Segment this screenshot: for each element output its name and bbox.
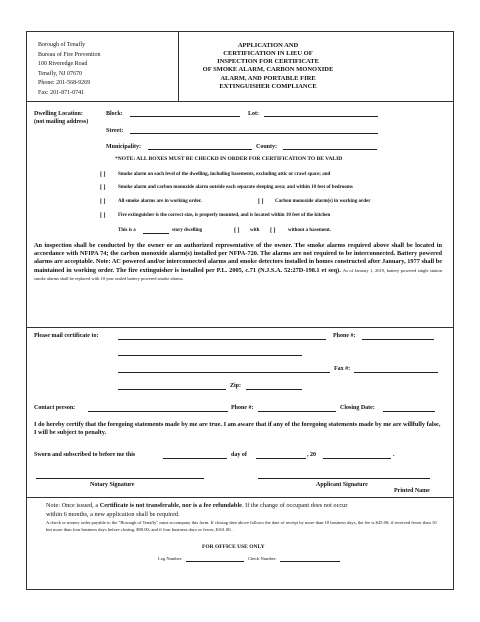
non-transferable-note — [46, 502, 444, 510]
inspection-battery-note: As of January 1, 2019, battery powered single station smoke alarms shall be replaced with 10 year sealed battery powered smoke alarms. — [34, 267, 443, 281]
closing-date-field[interactable] — [383, 411, 435, 412]
checkbox-fire-extinguisher[interactable]: [ ] — [100, 213, 106, 219]
certification-statement: I do hereby certify that the foregoing statements made by me are true. I am aware that if any of the foregoing statements made by me are willfully false, I will be subject to penalty. — [34, 421, 441, 437]
mail-address-line-2[interactable] — [118, 372, 302, 373]
checkbox-co-working[interactable]: [ ] — [258, 199, 264, 205]
sworn-statement-prefix: Sworn and subscribed to before me this — [34, 452, 136, 458]
contact-phone-label: Phone #: — [231, 405, 254, 411]
check-item-smoke-working: All smoke alarms are in working order. — [118, 199, 202, 204]
sworn-day-of-label: day of — [231, 452, 247, 458]
check-item-smoke-each-level: Smoke alarm on each level of the dwelling, including basements, excluding attic or crawl space; and — [118, 172, 331, 177]
lot-label: Lot: — [248, 111, 259, 117]
story-count-field[interactable] — [143, 233, 169, 234]
checkbox-smoke-each-level[interactable]: [ ] — [100, 172, 106, 178]
fax-field[interactable] — [354, 372, 438, 373]
fax-label: Fax #: — [334, 366, 351, 372]
mail-name-field[interactable] — [118, 339, 326, 340]
notary-signature-line[interactable] — [36, 478, 204, 479]
printed-name-label: Printed Name — [394, 488, 430, 494]
footer-divider — [26, 497, 454, 498]
mail-certificate-label: Please mail certificate to: — [34, 333, 99, 339]
not-mailing-address-note: (not mailing address) — [34, 119, 89, 125]
street-field[interactable] — [130, 133, 378, 134]
municipality-label: Municipality: — [106, 144, 142, 150]
municipality-field[interactable] — [148, 149, 252, 150]
contact-person-label: Contact person: — [34, 405, 76, 411]
title-line-5: ALARM, AND PORTABLE FIRE — [220, 74, 316, 82]
inspection-text: An inspection shall be conducted by the owner or an authorized representative of the owner. The smoke alarms required above shall be located in accordance with NFIPA 74; the carbon monoxide alarm(s) installed per NFPA-720. The alarms are not required to be interconnected. Battery powered alarms are acceptable. Note: AC powered and/or interconnected alarms and smoke detectors installed in homes constructed after January, 1977 shall be maintained in working order. The fire extinguisher is installed per P.L. 2005, c.71 (N.J.S.A. 52:27D-198.1 et seq). — [34, 242, 442, 274]
form-title — [180, 42, 356, 91]
checkbox-without-basement[interactable]: [ ] — [270, 228, 276, 234]
checkbox-smoke-co-sleeping[interactable]: [ ] — [100, 185, 106, 191]
mail-section-divider — [26, 327, 454, 328]
dwelling-location-label: Dwelling Location: — [34, 111, 83, 117]
block-field[interactable] — [130, 116, 240, 117]
sworn-month-field[interactable] — [256, 458, 306, 459]
applicant-signature-label: Applicant Signature — [316, 482, 368, 488]
log-number-field[interactable] — [186, 561, 244, 562]
block-label: Block: — [106, 111, 123, 117]
agency-fax: Fax: 201-871-0741 — [38, 90, 85, 96]
check-item-fire-extinguisher: Fire extinguisher is the correct size, is properly mounted, and is located within 10 feet of the kitchen — [118, 213, 331, 218]
closing-date-label: Closing Date: — [340, 405, 375, 411]
story-dwelling-prefix: This is a — [118, 228, 136, 233]
title-line-6: EXTINGUISHER COMPLIANCE — [219, 82, 317, 90]
note-text-a: Note: Once issued, a — [46, 502, 100, 509]
fee-schedule: A check or money order payable to the "Borough of Tenafly" must accompany this form. If closing date above follows the date of receipt by more than 10 business days, the fee is $45.00; if received fewer than 10 but more than four business days before closing, $90.00; and if four business days or fewer, $161.00. . — [46, 520, 437, 532]
street-label: Street: — [106, 128, 124, 134]
new-application-note: within 6 months, a new application shall be required. — [46, 511, 180, 518]
agency-line-2: Bureau of Fire Prevention — [38, 52, 101, 58]
mail-phone-field[interactable] — [362, 339, 434, 340]
header-vertical-divider — [178, 31, 179, 101]
zip-label: Zip: — [230, 383, 242, 389]
inspection-requirements — [34, 242, 442, 283]
with-basement-label: with — [250, 228, 260, 233]
check-item-smoke-co-sleeping: Smoke alarm and carbon monoxide alarm outside each separate sleeping area; and within 10 feet of bedrooms — [118, 185, 353, 190]
all-boxes-note: *NOTE: ALL BOXES MUST BE CHECKD IN ORDER FOR CERTIFICATION TO BE VALID — [115, 156, 343, 162]
office-use-title: FOR OFFICE USE ONLY — [202, 544, 265, 550]
agency-line-1: Borough of Tenafly — [38, 42, 86, 48]
mail-phone-label: Phone #: — [333, 333, 356, 339]
sworn-year-field[interactable] — [323, 458, 391, 459]
without-basement-label: without a basement. — [288, 228, 331, 233]
title-line-2: CERTIFICATION IN LIEU OF — [223, 50, 313, 58]
check-number-field[interactable] — [280, 561, 340, 562]
header-divider — [26, 101, 454, 102]
mail-city-state-field[interactable] — [118, 389, 226, 390]
title-line-1: APPLICATION AND — [237, 42, 299, 49]
mail-address-line-2b[interactable] — [300, 372, 330, 373]
sworn-period: . — [393, 452, 395, 458]
applicant-signature-line[interactable] — [258, 478, 430, 479]
agency-line-3: 100 Riveredge Road — [38, 61, 88, 67]
story-dwelling-suffix: story dwelling — [172, 228, 203, 233]
check-item-co-working: Carbon monoxide alarm(s) in working order — [275, 199, 371, 204]
title-line-4: OF SMOKE ALARM, CARBON MONOXIDE — [202, 66, 334, 74]
checkbox-smoke-working[interactable]: [ ] — [100, 199, 106, 205]
note-text-c: . If the change of occupant does not occur — [241, 502, 348, 509]
title-line-3: INSPECTION FOR CERTIFICATE — [217, 58, 319, 66]
log-number-label: Log Number: — [158, 556, 183, 561]
agency-phone: Phone: 201-568-9269 — [38, 80, 91, 86]
check-number-label: Check Number: — [248, 556, 277, 561]
zip-field[interactable] — [246, 389, 302, 390]
checkbox-with-basement[interactable]: [ ] — [234, 228, 240, 234]
notary-signature-label: Notary Signature — [90, 482, 135, 488]
mail-address-line-1[interactable] — [118, 355, 302, 356]
agency-line-4: Tenafly, NJ 07670 — [38, 71, 83, 77]
contact-person-field[interactable] — [88, 411, 228, 412]
note-text-bold: Certificate is not transferable, nor is a fee refundable — [99, 502, 242, 509]
sworn-day-field[interactable] — [163, 458, 227, 459]
contact-phone-field[interactable] — [258, 411, 336, 412]
sworn-year-label: , 20 — [307, 452, 316, 458]
county-field[interactable] — [283, 149, 377, 150]
lot-field[interactable] — [264, 116, 378, 117]
county-label: County: — [256, 144, 278, 150]
